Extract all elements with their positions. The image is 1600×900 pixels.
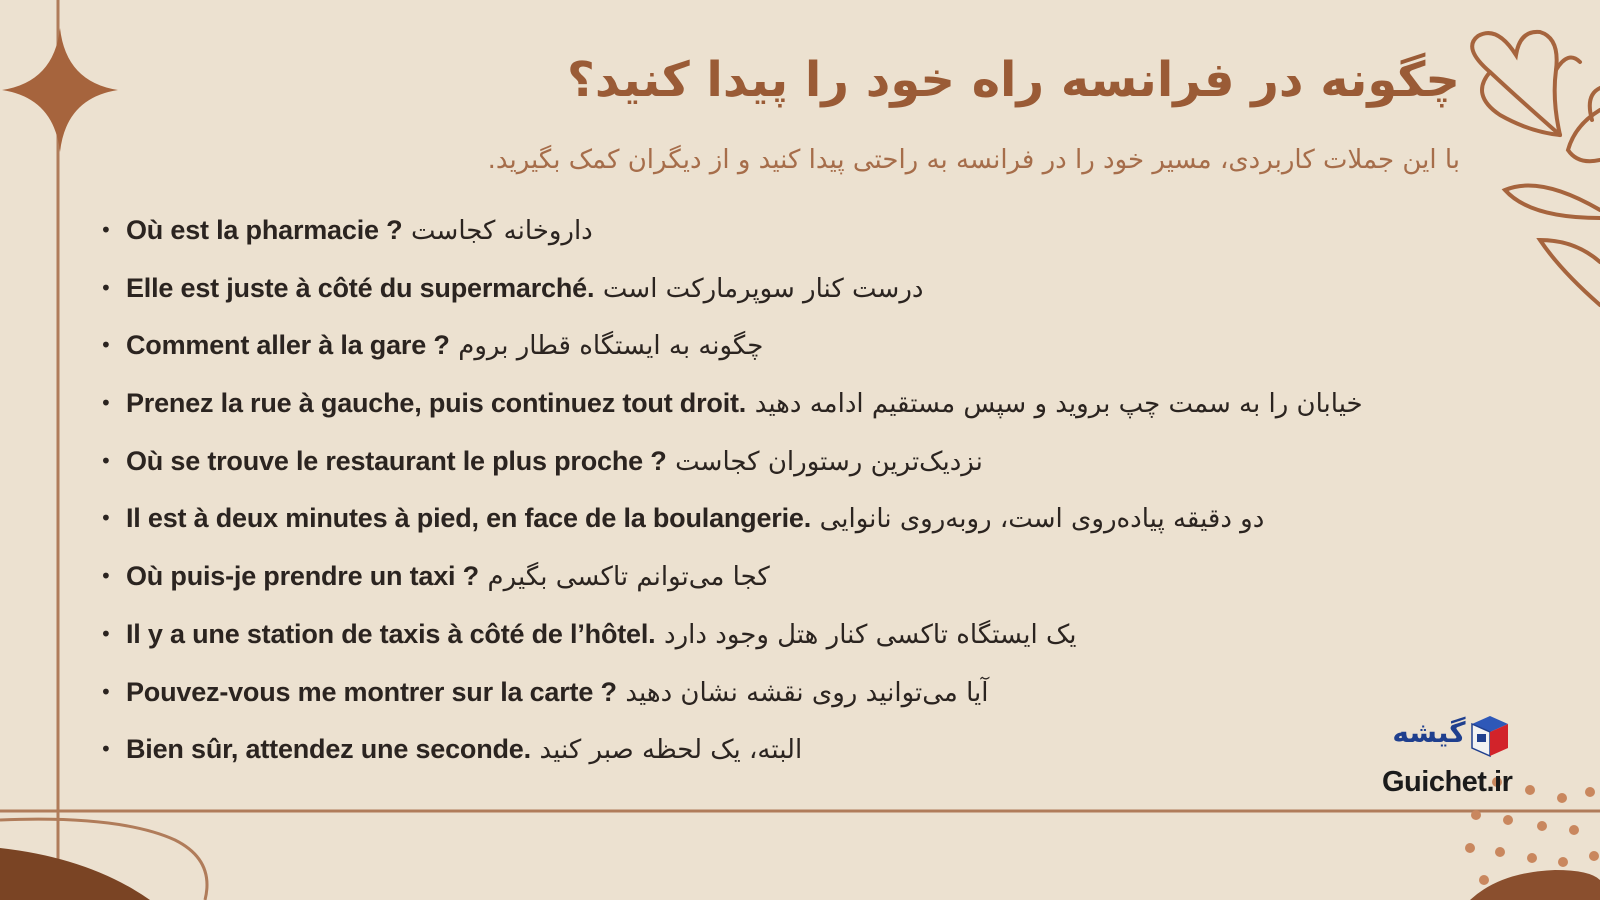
persian-translation: چگونه به ایستگاه قطار بروم <box>458 331 764 362</box>
bullet-icon: • <box>100 218 112 242</box>
phrase-item <box>100 265 1560 323</box>
bottom-left-mound <box>0 848 150 900</box>
persian-translation: درست کنار سوپرمارکت است <box>602 273 924 304</box>
persian-translation: نزدیک‌ترین رستوران کجاست <box>675 446 983 477</box>
persian-translation: دو دقیقه پیاده‌روی است، روبه‌روی نانوایی <box>819 504 1265 535</box>
french-phrase: Il est à deux minutes à pied, en face de la boulangerie. <box>126 503 812 534</box>
bullet-icon: • <box>100 333 112 358</box>
persian-translation: البته، یک لحظه صبر کنید <box>539 735 803 766</box>
page-title: چگونه در فرانسه راه خود را پیدا کنید؟ <box>567 52 1460 108</box>
phrase-list <box>100 207 1560 784</box>
bullet-icon: • <box>100 621 112 646</box>
logo-domain-text: Guichet.ir <box>1382 766 1513 798</box>
bullet-icon: • <box>100 564 112 589</box>
persian-translation: کجا می‌توانم تاکسی بگیرم <box>487 562 770 593</box>
french-phrase: Elle est juste à côté du supermarché. <box>126 272 595 303</box>
french-phrase: Prenez la rue à gauche, puis continuez tout droit. <box>126 388 747 419</box>
persian-translation: خیابان را به سمت چپ بروید و سپس مستقیم ادامه دهید <box>754 389 1363 420</box>
phrase-item <box>100 380 1560 438</box>
persian-translation: یک ایستگاه تاکسی کنار هتل وجود دارد <box>664 619 1077 650</box>
bullet-icon: • <box>100 275 112 300</box>
bullet-icon: • <box>100 391 112 416</box>
logo-persian-text: گیشه <box>1392 716 1466 749</box>
sparkle-star-icon <box>2 28 118 152</box>
bullet-icon: • <box>100 737 112 762</box>
french-phrase: Où puis-je prendre un taxi ? <box>126 561 479 592</box>
french-phrase: Pouvez-vous me montrer sur la carte ? <box>126 676 617 707</box>
phrase-item <box>100 553 1560 611</box>
phrase-item <box>100 438 1560 496</box>
phrase-item <box>100 611 1560 669</box>
phrase-item <box>100 207 1560 265</box>
bullet-icon: • <box>100 448 112 473</box>
phrase-item <box>100 495 1560 553</box>
corner-blob <box>1470 870 1600 900</box>
bullet-icon: • <box>100 679 112 704</box>
phrase-item <box>100 669 1560 727</box>
phrase-item <box>100 726 1560 784</box>
french-phrase: Où est la pharmacie ? <box>126 215 403 245</box>
guichet-logo <box>1382 708 1518 808</box>
persian-translation: آیا می‌توانید روی نقشه نشان دهید <box>625 677 989 708</box>
bullet-icon: • <box>100 506 112 531</box>
french-phrase: Comment aller à la gare ? <box>126 330 450 361</box>
french-phrase: Bien sûr, attendez une seconde. <box>126 734 531 765</box>
french-phrase: Il y a une station de taxis à côté de l’hôtel. <box>126 618 656 649</box>
kiosk-box-icon <box>1466 712 1512 758</box>
page-subtitle: با این جملات کاربردی، مسیر خود را در فرانسه به راحتی پیدا کنید و از دیگران کمک بگیرید. <box>487 145 1460 175</box>
french-phrase: Où se trouve le restaurant le plus proche ? <box>126 445 667 476</box>
persian-translation: داروخانه کجاست <box>411 216 593 246</box>
phrase-item <box>100 322 1560 380</box>
